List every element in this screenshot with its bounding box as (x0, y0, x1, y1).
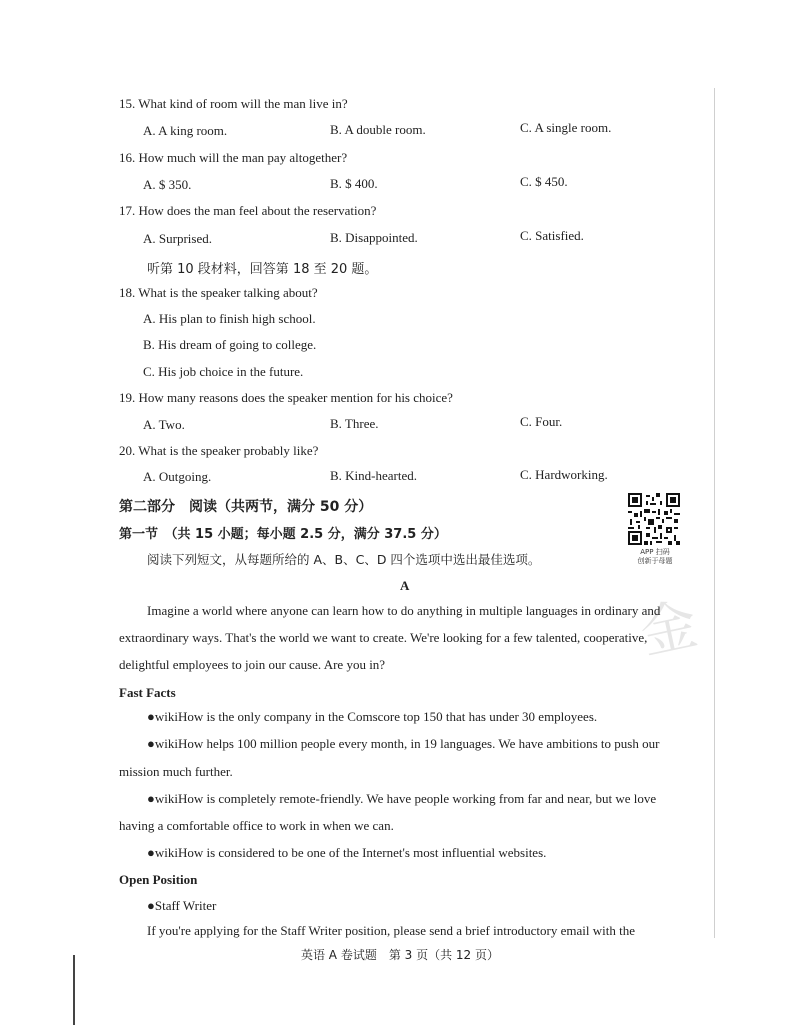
question-15-option-c: C. A single room. (520, 120, 612, 135)
question-18-option-b: B. His dream of going to college. (143, 337, 317, 352)
question-18-stem: 18. What is the speaker talking about? (119, 285, 318, 300)
fact-3-line-2: having a comfortable office to work in when we can. (119, 818, 394, 833)
question-17-option-a: A. Surprised. (143, 231, 212, 246)
reading-instruction: 阅读下列短文，从每题所给的 A、B、C、D 四个选项中选出最佳选项。 (147, 552, 541, 567)
passage-label: A (400, 578, 410, 593)
intro-line-2: extraordinary ways. That's the world we want to create. We're looking for a few talented, cooperative, (119, 630, 648, 645)
question-15-stem: 15. What kind of room will the man live in? (119, 96, 348, 111)
qr-caption-line-2: 创新于母题 (637, 557, 673, 565)
question-18-option-c: C. His job choice in the future. (143, 364, 304, 379)
question-20-option-a: A. Outgoing. (143, 469, 212, 484)
qr-caption-line-1: APP 扫码 (640, 548, 670, 556)
fact-2-line-2: mission much further. (119, 764, 233, 779)
binding-line (73, 955, 75, 1025)
question-16-stem: 16. How much will the man pay altogether? (119, 150, 348, 165)
question-20-option-b: B. Kind-hearted. (330, 468, 418, 483)
qr-code-icon[interactable] (628, 493, 680, 545)
open-position-heading: Open Position (119, 872, 198, 887)
qr-caption (624, 548, 686, 566)
question-15-option-a: A. A king room. (143, 123, 228, 138)
question-17-stem: 17. How does the man feel about the reservation? (119, 203, 377, 218)
question-18-option-a: A. His plan to finish high school. (143, 311, 316, 326)
question-19-option-c: C. Four. (520, 414, 563, 429)
question-19-option-a: A. Two. (143, 417, 185, 432)
question-20-option-c: C. Hardworking. (520, 467, 608, 482)
section-1-heading: 第一节 （共 15 小题；每小题 2.5 分，满分 37.5 分） (119, 527, 447, 542)
page-edge-line (714, 88, 715, 938)
question-16-option-a: A. $ 350. (143, 177, 192, 192)
fact-3-line-1: ●wikiHow is completely remote-friendly. We have people working from far and near, but we love (147, 791, 657, 806)
fact-1: ●wikiHow is the only company in the Comscore top 150 that has under 30 employees. (147, 709, 598, 724)
question-16-option-b: B. $ 400. (330, 176, 378, 191)
listening-instruction: 听第 10 段材料，回答第 18 至 20 题。 (147, 262, 378, 277)
fact-2-line-1: ●wikiHow helps 100 million people every month, in 19 languages. We have ambitions to push our (147, 736, 660, 751)
page-footer: 英语 A 卷试题 第 3 页（共 12 页） (300, 948, 499, 962)
intro-line-1: Imagine a world where anyone can learn how to do anything in multiple languages in ordinary and (147, 603, 661, 618)
question-15-option-b: B. A double room. (330, 122, 426, 137)
position-item: ●Staff Writer (147, 898, 217, 913)
question-17-option-b: B. Disappointed. (330, 230, 418, 245)
part-2-heading: 第二部分 阅读（共两节，满分 50 分） (119, 499, 373, 515)
watermark: 金 (634, 591, 704, 668)
question-20-stem: 20. What is the speaker probably like? (119, 443, 319, 458)
intro-line-3: delightful employees to join our cause. Are you in? (119, 657, 386, 672)
question-16-option-c: C. $ 450. (520, 174, 568, 189)
apply-line: If you're applying for the Staff Writer position, please send a brief introductory email with the (147, 923, 635, 938)
fact-4: ●wikiHow is considered to be one of the Internet's most influential websites. (147, 845, 547, 860)
fast-facts-heading: Fast Facts (119, 685, 176, 700)
question-19-stem: 19. How many reasons does the speaker mention for his choice? (119, 390, 453, 405)
question-19-option-b: B. Three. (330, 416, 379, 431)
question-17-option-c: C. Satisfied. (520, 228, 584, 243)
